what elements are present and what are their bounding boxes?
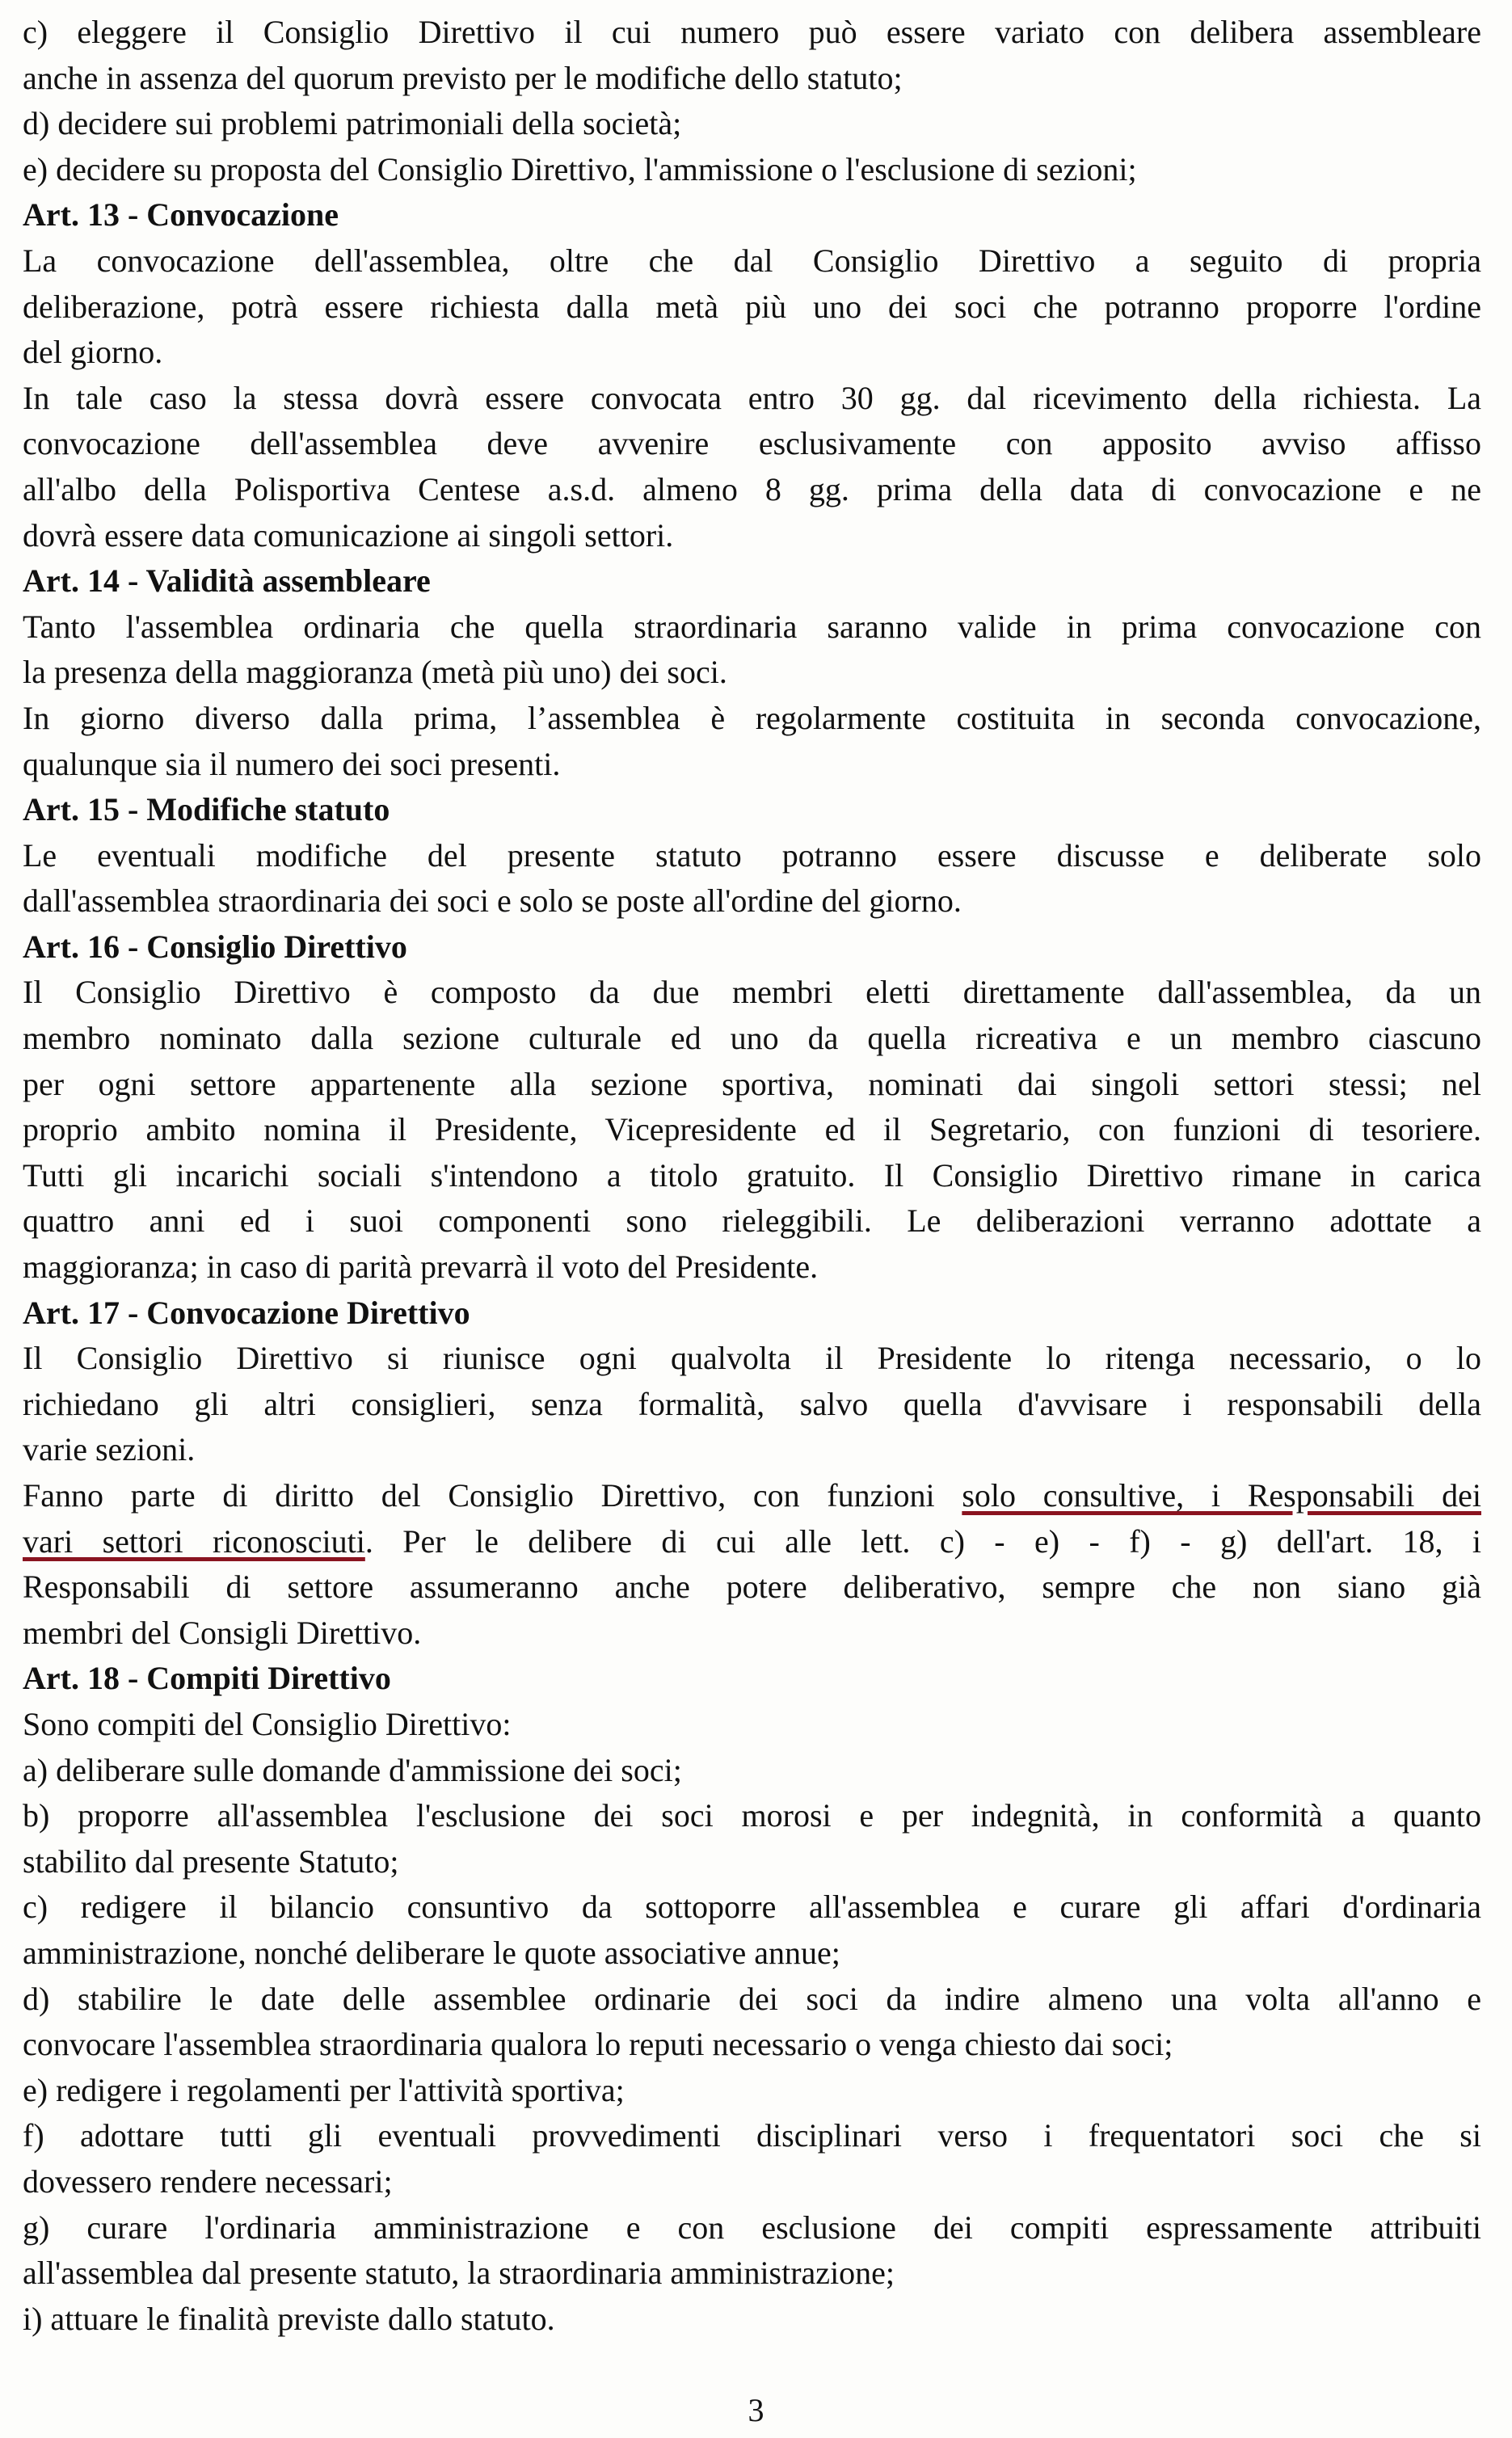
text-line: membro nominato dalla sezione culturale ed uno da quella ricreativa e un membro ciascuno bbox=[23, 1020, 1481, 1057]
article-heading: Art. 13 - Convocazione bbox=[23, 196, 339, 234]
text-line: i) attuare le finalità previste dallo statuto. bbox=[23, 2300, 555, 2337]
text-line: deliberazione, potrà essere richiesta dalla metà più uno dei soci che potranno proporre l'ordine bbox=[23, 288, 1481, 325]
article-15 bbox=[23, 787, 1481, 924]
text-line: dall'assemblea straordinaria dei soci e solo se poste all'ordine del giorno. bbox=[23, 882, 962, 920]
text-line: convocare l'assemblea straordinaria qualora lo reputi necessario o venga chiesto dai soci; bbox=[23, 2026, 1173, 2063]
text-line: maggioranza; in caso di parità prevarrà il voto del Presidente. bbox=[23, 1248, 819, 1286]
text-line: g) curare l'ordinaria amministrazione e con esclusione dei compiti espressamente attribuiti bbox=[23, 2209, 1481, 2246]
text-line: qualunque sia il numero dei soci presenti. bbox=[23, 745, 561, 782]
article-heading: Art. 17 - Convocazione Direttivo bbox=[23, 1294, 470, 1331]
text-line: Le eventuali modifiche del presente statuto potranno essere discusse e deliberate solo bbox=[23, 836, 1481, 874]
text-line: In tale caso la stessa dovrà essere convocata entro 30 gg. dal ricevimento della richiesta. La bbox=[23, 379, 1481, 416]
hand-underlined-text: solo consultive, i Responsabili dei bbox=[962, 1477, 1481, 1514]
text-line: amministrazione, nonché deliberare le quote associative annue; bbox=[23, 1934, 840, 1971]
text-segment: . Per le delibere di cui alle lett. c) - e) - f) - g) dell'art. 18, i bbox=[364, 1522, 1481, 1560]
text-line: richiedano gli altri consiglieri, senza formalità, salvo quella d'avvisare i responsabili della bbox=[23, 1385, 1481, 1422]
article-16 bbox=[23, 924, 1481, 1291]
text-line: e) redigere i regolamenti per l'attività sportiva; bbox=[23, 2071, 625, 2108]
text-line: convocazione dell'assemblea deve avvenire esclusivamente con apposito avviso affisso bbox=[23, 425, 1481, 462]
text-line: dovessero rendere necessari; bbox=[23, 2162, 393, 2200]
text-line: Tanto l'assemblea ordinaria che quella straordinaria saranno valide in prima convocazione con bbox=[23, 608, 1481, 645]
text-line: La convocazione dell'assemblea, oltre che dal Consiglio Direttivo a seguito di propria bbox=[23, 242, 1481, 279]
text-line: dovrà essere data comunicazione ai singoli settori. bbox=[23, 516, 674, 554]
text-line: anche in assenza del quorum previsto per le modifiche dello statuto; bbox=[23, 59, 903, 96]
text-line: varie sezioni. bbox=[23, 1431, 196, 1468]
text-line: e) decidere su proposta del Consiglio Direttivo, l'ammissione o l'esclusione di sezioni; bbox=[23, 150, 1137, 187]
text-line: Tutti gli incarichi sociali s'intendono a titolo gratuito. Il Consiglio Direttivo rimane in carica bbox=[23, 1156, 1481, 1194]
text-line: all'albo della Polisportiva Centese a.s.d. almeno 8 gg. prima della data di convocazione e ne bbox=[23, 470, 1481, 507]
text-line: In giorno diverso dalla prima, l’assemblea è regolarmente costituita in seconda convocazione, bbox=[23, 699, 1481, 736]
text-line: la presenza della maggioranza (metà più uno) dei soci. bbox=[23, 654, 727, 691]
text-line: Sono compiti del Consiglio Direttivo: bbox=[23, 1705, 512, 1742]
text-line: Il Consiglio Direttivo si riunisce ogni qualvolta il Presidente lo ritenga necessario, o lo bbox=[23, 1340, 1481, 1377]
text-line: proprio ambito nomina il Presidente, Vicepresidente ed il Segretario, con funzioni di tesoriere. bbox=[23, 1111, 1481, 1148]
intro-clauses bbox=[23, 10, 1481, 192]
article-14 bbox=[23, 558, 1481, 787]
text-line: d) decidere sui problemi patrimoniali della società; bbox=[23, 105, 682, 142]
text-line-with-underline bbox=[23, 1473, 1481, 1519]
article-heading: Art. 15 - Modifiche statuto bbox=[23, 791, 390, 828]
text-line-with-underline bbox=[23, 1519, 1481, 1565]
text-line: b) proporre all'assemblea l'esclusione dei soci morosi e per indegnità, in conformità a quanto bbox=[23, 1797, 1481, 1834]
text-line: del giorno. bbox=[23, 334, 163, 371]
text-line: membri del Consigli Direttivo. bbox=[23, 1614, 422, 1651]
text-line: quattro anni ed i suoi componenti sono rieleggibili. Le deliberazioni verranno adottate a bbox=[23, 1202, 1481, 1240]
text-line: Il Consiglio Direttivo è composto da due membri eletti direttamente dall'assemblea, da un bbox=[23, 974, 1481, 1011]
article-13 bbox=[23, 192, 1481, 558]
text-line: d) stabilire le date delle assemblee ordinarie dei soci da indire almeno una volta all'anno e bbox=[23, 1980, 1481, 2017]
text-line: a) deliberare sulle domande d'ammissione dei soci; bbox=[23, 1751, 682, 1788]
text-line: stabilito dal presente Statuto; bbox=[23, 1842, 399, 1880]
document-body bbox=[23, 10, 1481, 2342]
text-line: c) eleggere il Consiglio Direttivo il cui numero può essere variato con delibera assembleare bbox=[23, 14, 1481, 50]
text-line: per ogni settore appartenente alla sezione sportiva, nominati dai singoli settori stessi; nel bbox=[23, 1065, 1481, 1102]
article-17 bbox=[23, 1291, 1481, 1657]
hand-underlined-text: vari settori riconosciuti bbox=[23, 1522, 365, 1560]
page-number: 3 bbox=[748, 2392, 764, 2428]
text-segment: Fanno parte di diritto del Consiglio Direttivo, con funzioni bbox=[23, 1477, 962, 1514]
text-line: all'assemblea dal presente statuto, la straordinaria amministrazione; bbox=[23, 2255, 895, 2292]
article-heading: Art. 18 - Compiti Direttivo bbox=[23, 1660, 391, 1697]
article-18 bbox=[23, 1656, 1481, 2342]
text-line: Responsabili di settore assumeranno anche potere deliberativo, sempre che non siano già bbox=[23, 1568, 1481, 1606]
article-heading: Art. 14 - Validità assembleare bbox=[23, 562, 431, 600]
text-line: c) redigere il bilancio consuntivo da sottoporre all'assemblea e curare gli affari d'ordinaria bbox=[23, 1889, 1481, 1926]
text-line: f) adottare tutti gli eventuali provvedimenti disciplinari verso i frequentatori soci che si bbox=[23, 2117, 1481, 2154]
article-heading: Art. 16 - Consiglio Direttivo bbox=[23, 928, 407, 965]
